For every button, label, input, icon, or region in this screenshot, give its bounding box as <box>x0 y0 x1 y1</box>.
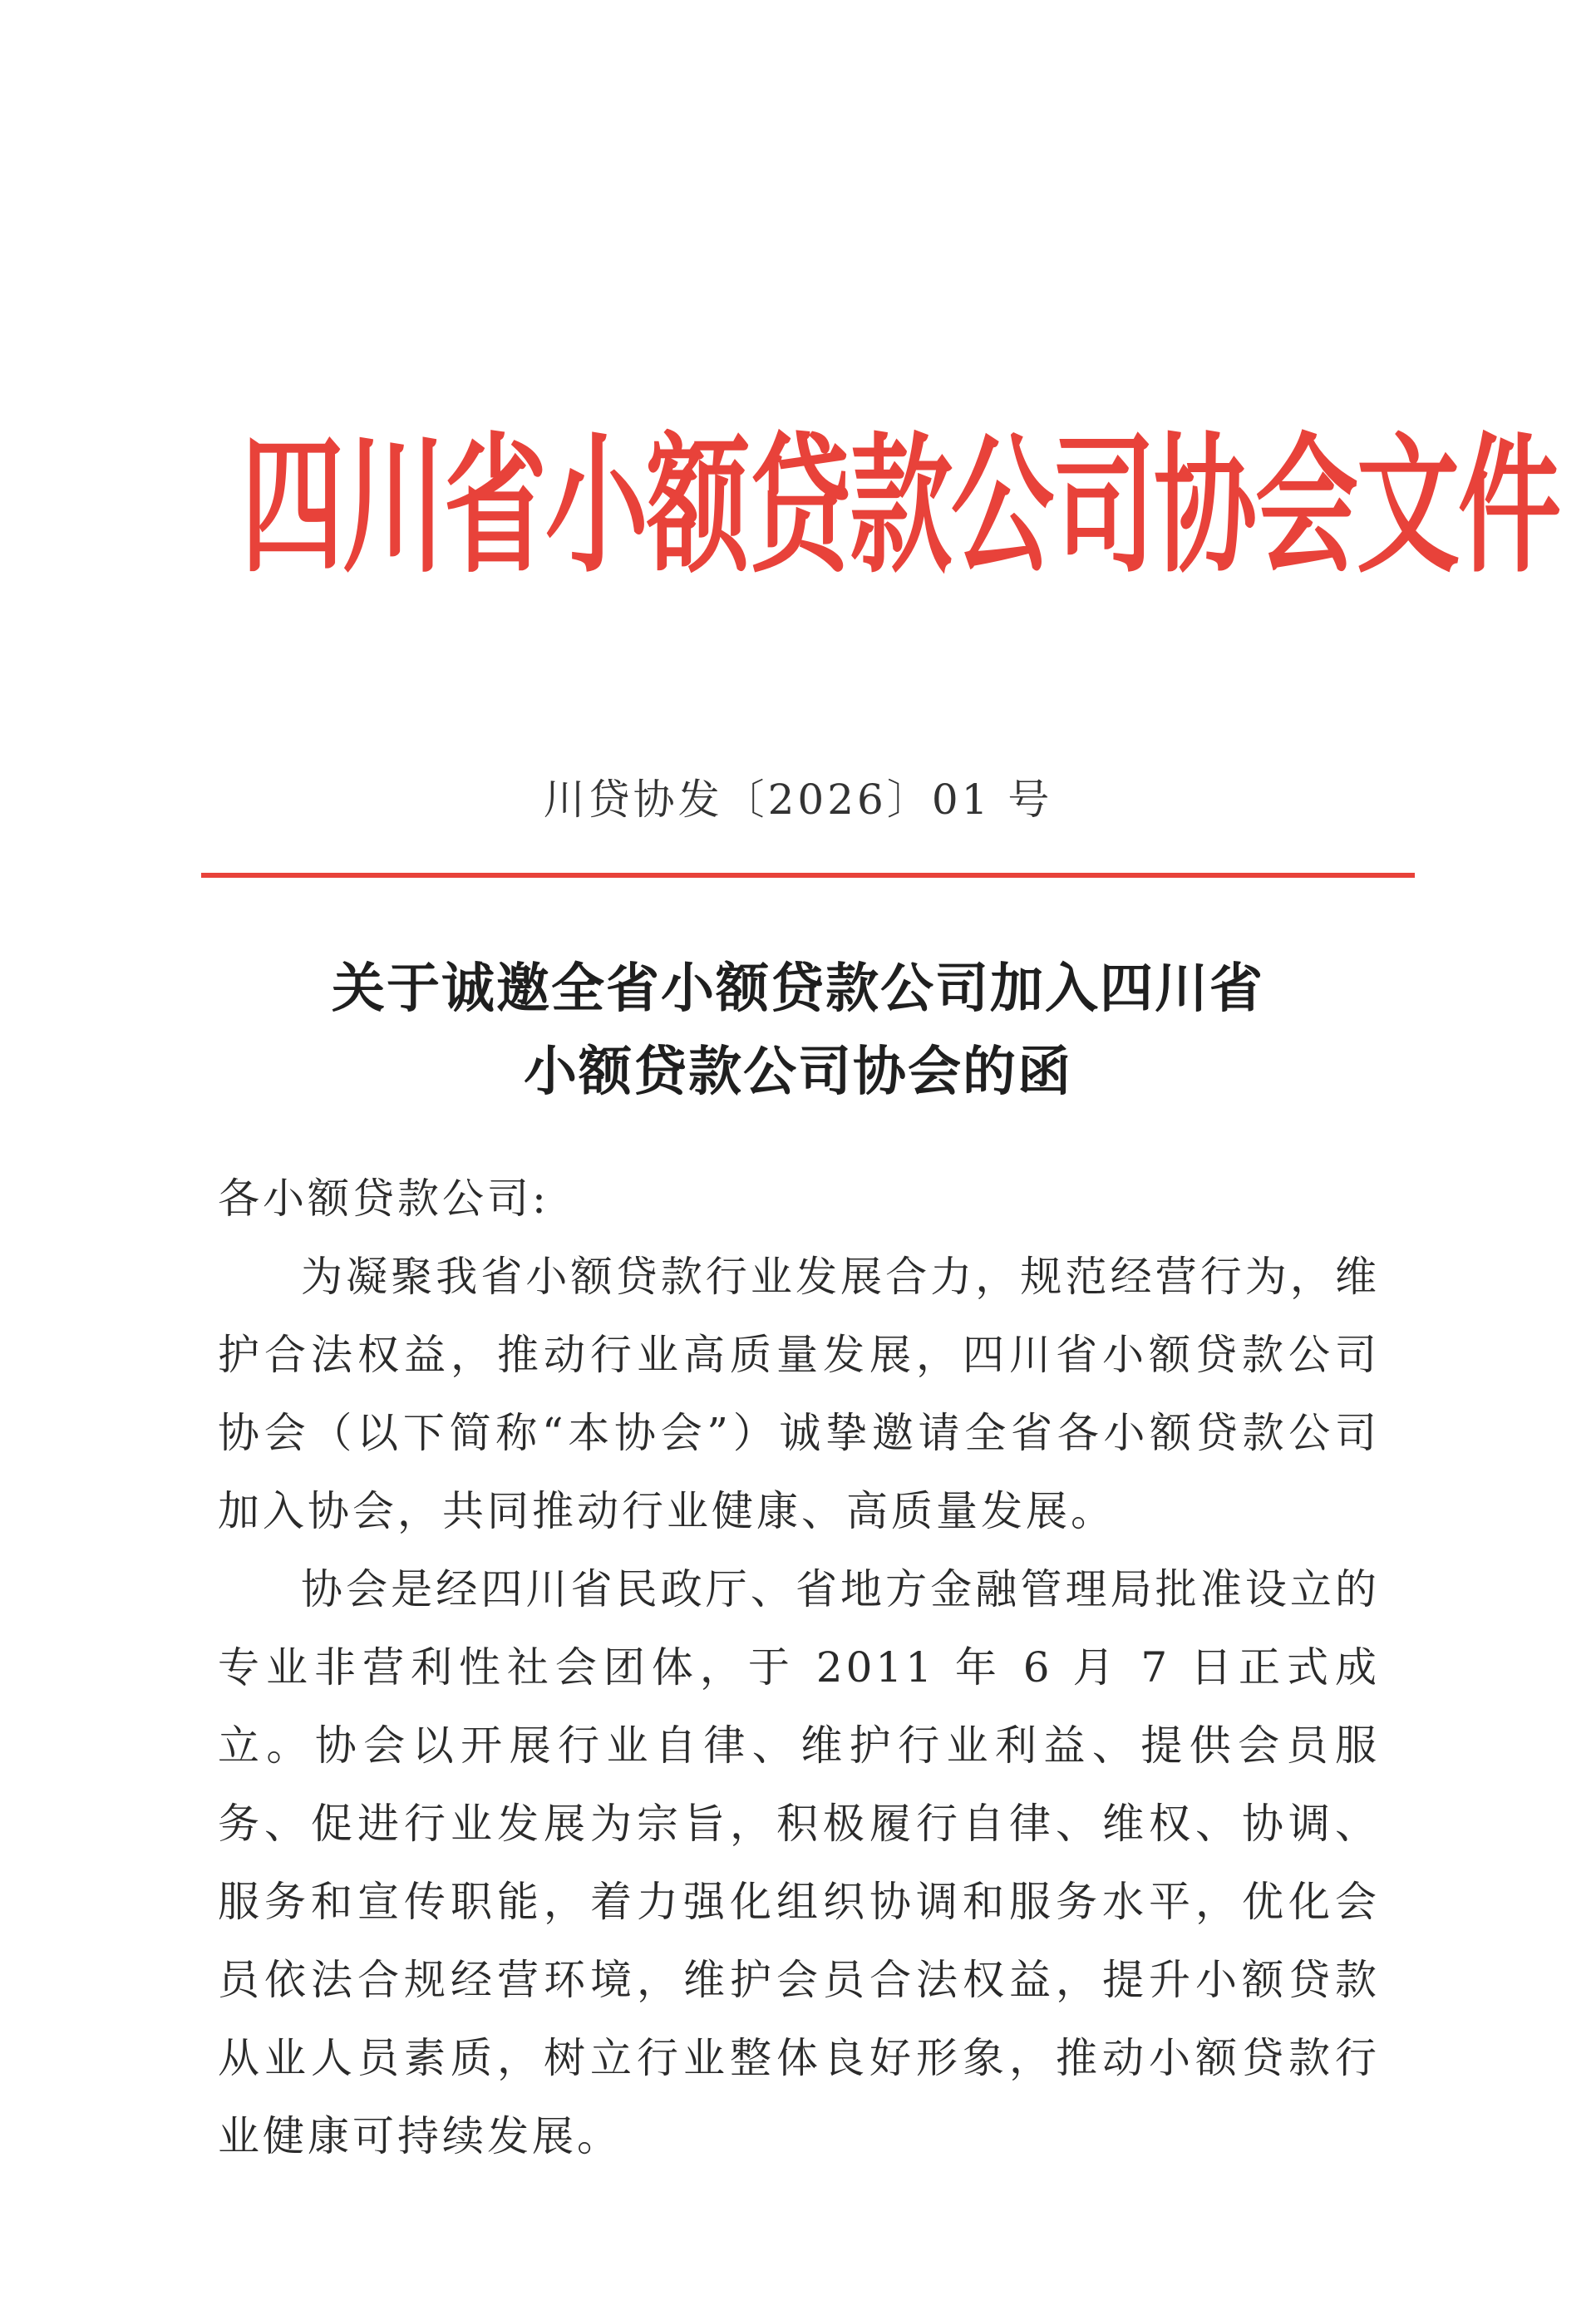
red-separator-line <box>201 873 1415 878</box>
body-paragraph-1: 为凝聚我省小额贷款行业发展合力，规范经营行为，维护合法权益，推动行业高质量发展，四川省小额贷款公司协会（以下简称“本协会”）诚挚邀请全省各小额贷款公司加入协会，共同推动行业健康、高质量发展。 <box>218 1253 1380 1535</box>
letter-body <box>218 1238 1380 2175</box>
salutation: 各小额贷款公司: <box>218 1175 549 1223</box>
letter-title <box>0 948 1596 1114</box>
letter-title-line-2: 小额贷款公司协会的函 <box>524 1041 1072 1103</box>
letter-title-line-1: 关于诚邀全省小额贷款公司加入四川省 <box>332 958 1264 1020</box>
body-paragraph-2: 协会是经四川省民政厅、省地方金融管理局批准设立的专业非营利性社会团体，于 2011 年 6 月 7 日正式成立。协会以开展行业自律、维护行业利益、提供会员服务、促进行业发展为宗旨，积极履行自律、维权、协调、服务和宣传职能，着力强化组织协调和服务水平，优化会员依法合规经营环境，维护会员合法权益，提升小额贷款从业人员素质，树立行业整体良好形象，推动小额贷款行业健康可持续发展。 <box>218 1565 1380 2160</box>
issuer-red-header: 四川省小额贷款公司协会文件 <box>241 420 1560 594</box>
document-number: 川贷协发〔2026〕01 号 <box>543 776 1053 824</box>
